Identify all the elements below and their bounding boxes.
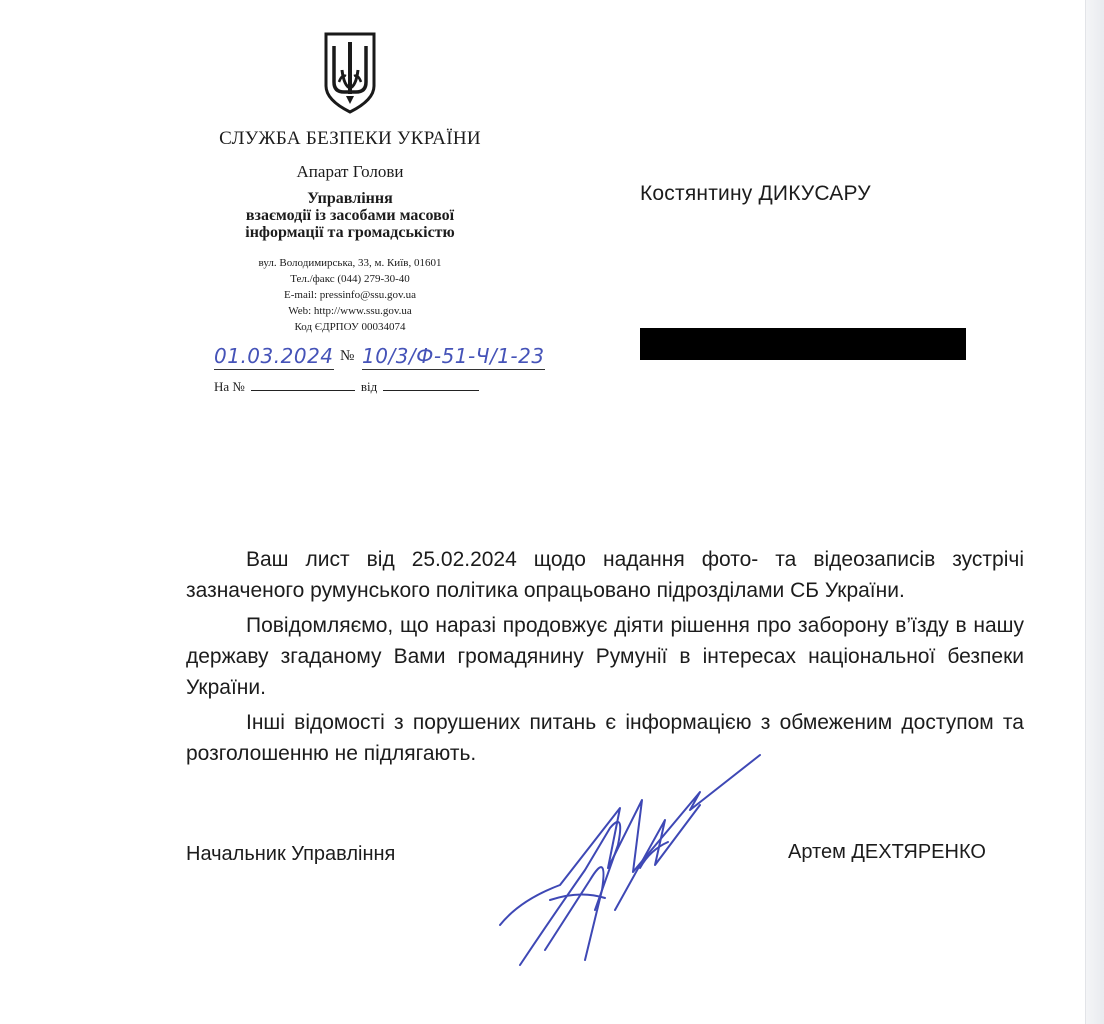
registration-number: 10/3/Ф-51-Ч/1-23: [362, 344, 545, 368]
division-name: [150, 190, 550, 241]
signer-name: Артем ДЕХТЯРЕНКО: [788, 841, 986, 863]
code-line: Код ЄДРПОУ 00034074: [294, 321, 406, 333]
body-paragraph: Інші відомості з порушених питань є інформацією з обмеженим доступом та розголошенню не підлягають.: [186, 711, 1024, 765]
phone-line: Тел./факс (044) 279-30-40: [290, 273, 410, 285]
tryzub-emblem-icon: [322, 30, 378, 116]
body-paragraph: Ваш лист від 25.02.2024 щодо надання фото- та відеозаписів зустрічі зазначеного румунського політика опрацьовано підрозділами СБ України.: [186, 548, 1024, 602]
reference-number-blank: [251, 378, 355, 391]
registration-date: 01.03.2024: [214, 344, 334, 368]
reference-date-blank: [383, 378, 479, 391]
letterhead: [150, 30, 550, 333]
reference-line: [214, 378, 485, 395]
email-line: E-mail: pressinfo@ssu.gov.ua: [284, 289, 416, 301]
signer-title: Начальник Управління: [186, 843, 396, 865]
contact-block: [150, 255, 550, 335]
body-paragraph: Повідомляємо, що наразі продовжує діяти рішення про заборону в’їзду в нашу державу згаданому Вами громадянину Румунії в інтересах національної безпеки України.: [186, 614, 1024, 699]
org-name: СЛУЖБА БЕЗПЕКИ УКРАЇНИ: [219, 128, 481, 149]
letter-body: [186, 544, 1024, 773]
web-line: Web: http://www.ssu.gov.ua: [288, 305, 412, 317]
reference-label: На №: [214, 379, 245, 394]
division-line: інформації та громадськістю: [245, 224, 455, 241]
number-sign: №: [340, 348, 355, 364]
address-line: вул. Володимирська, 33, м. Київ, 01601: [258, 257, 442, 269]
recipient-name: Костянтину ДИКУСАРУ: [640, 182, 871, 205]
redaction-bar: [640, 328, 966, 360]
handwritten-signature-icon: [490, 750, 780, 980]
department-name: Апарат Голови: [296, 162, 404, 181]
division-line: Управління: [307, 190, 393, 207]
reference-from-label: від: [360, 379, 378, 394]
page-edge: [1085, 0, 1104, 1024]
registration-line: [210, 344, 570, 374]
division-line: взаємодії із засобами масової: [245, 207, 455, 224]
